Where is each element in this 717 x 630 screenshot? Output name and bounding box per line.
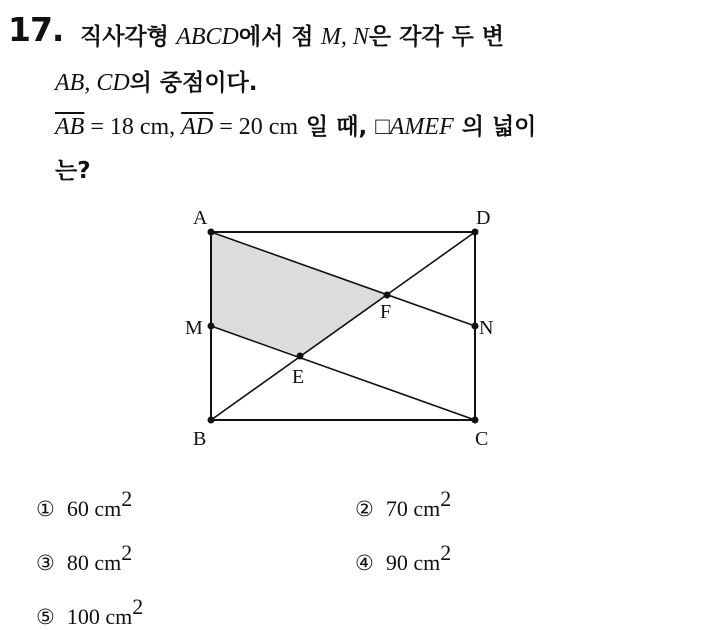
choice-value: 100 cm: [66, 604, 133, 629]
question-text: 직사각형: [80, 24, 169, 50]
choice-mark: ①: [36, 497, 55, 521]
question-text: 의 넓이: [453, 114, 537, 140]
question-text: 은 각각 두 변: [368, 24, 504, 50]
math-ab-cd: AB, CD: [55, 70, 130, 96]
point-b: [208, 417, 215, 424]
question-line-4: 는?: [55, 158, 91, 184]
choice-value: 80 cm: [66, 550, 122, 575]
segment-mc: [211, 326, 475, 420]
choice-value: 60 cm: [66, 496, 122, 521]
choice-mark: ③: [36, 551, 55, 575]
choice-value: 90 cm: [385, 550, 441, 575]
point-c: [472, 417, 479, 424]
question-text: 일 때,: [298, 114, 376, 140]
shaded-region-amef: [211, 232, 387, 356]
label-c: C: [475, 428, 489, 450]
choice-4[interactable]: [355, 540, 451, 576]
choice-value: 70 cm: [385, 496, 441, 521]
point-m: [208, 323, 215, 330]
label-e: E: [292, 366, 305, 388]
point-f: [384, 292, 391, 299]
point-d: [472, 229, 479, 236]
choice-exponent: 2: [121, 540, 133, 565]
choice-exponent: 2: [440, 486, 452, 511]
label-n: N: [479, 317, 494, 339]
label-b: B: [193, 428, 207, 450]
question-text: 에서 점: [238, 24, 314, 50]
point-e: [297, 353, 304, 360]
choice-mark: ②: [355, 497, 374, 521]
segment-ab: $\overline{AB}$: [55, 114, 85, 140]
math-amef: AMEF: [389, 114, 454, 140]
ab-length: = 18 cm,: [84, 114, 182, 140]
label-f: F: [380, 301, 392, 323]
choice-3[interactable]: [36, 540, 132, 576]
question-line-3: [55, 108, 536, 141]
label-a: A: [193, 207, 208, 229]
question-text: 의 중점이다.: [129, 70, 258, 96]
choice-5[interactable]: [36, 594, 143, 630]
square-symbol: □: [375, 114, 390, 140]
point-a: [208, 229, 215, 236]
label-m: M: [185, 317, 203, 339]
question-number: 17.: [8, 10, 64, 49]
choice-1[interactable]: [36, 486, 132, 522]
label-d: D: [476, 207, 491, 229]
choice-exponent: 2: [121, 486, 133, 511]
choice-mark: ④: [355, 551, 374, 575]
math-mn: M, N: [320, 24, 369, 50]
ad-length: = 20 cm: [213, 114, 299, 140]
choice-exponent: 2: [132, 594, 144, 619]
point-n: [472, 323, 479, 330]
segment-ad: $\overline{AD}$: [181, 114, 214, 140]
question-line-1: [80, 18, 504, 51]
choice-2[interactable]: [355, 486, 451, 522]
geometry-figure: [180, 198, 520, 458]
question-line-2: [55, 64, 258, 97]
choice-mark: ⑤: [36, 605, 55, 629]
math-abcd: ABCD: [176, 24, 239, 50]
choice-exponent: 2: [440, 540, 452, 565]
